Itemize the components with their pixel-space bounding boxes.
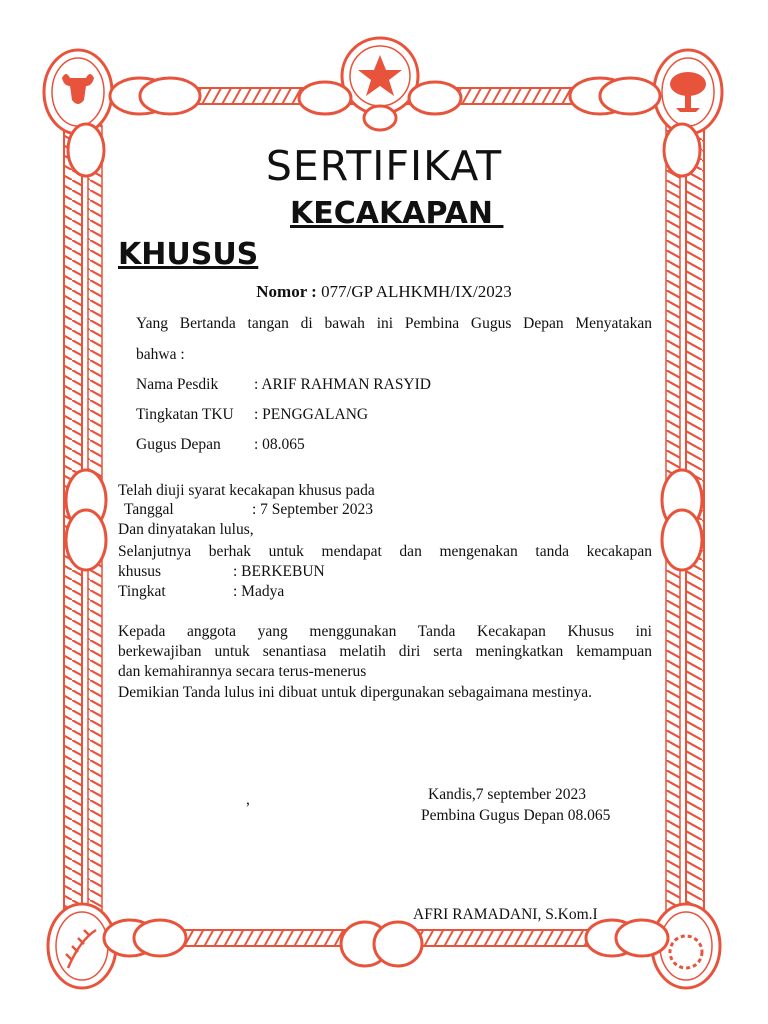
intro-line1: Yang Bertanda tangan di bawah ini Pembina Gugus Depan Menyatakan [136,315,652,332]
field-label-troop: Gugus Depan [136,436,221,453]
obligation-line3: dan kemahirannya secara terus-menerus [118,663,367,680]
stray-comma: , [246,791,250,808]
date-label: Tanggal [124,501,174,518]
obligation-line1: Kepada anggota yang menggunakan Tanda Kecakapan Khusus ini [118,623,652,640]
grade-label: Tingkat [118,583,166,600]
entitled-line: Selanjutnya berhak untuk mendapat dan mengenakan tanda kecakapan [118,543,652,560]
skill-label: khusus [118,563,162,580]
signer-title: Pembina Gugus Depan 08.065 [421,807,611,824]
obligation-line2: berkewajiban untuk senantiasa melatih diri serta meningkatkan kemampuan [118,643,652,660]
tested-line: Telah diuji syarat kecakapan khusus pada [118,482,375,499]
certificate-subtitle-line1: KECAKAPAN [290,196,504,231]
signer-name: AFRI RAMADANI, S.Kom.I [413,906,598,923]
place-date: Kandis,7 september 2023 [428,786,586,803]
rope-knot-bottom-left [104,920,186,956]
field-label-level: Tingkatan TKU [136,406,234,423]
rope-knot-bottom-center [341,922,422,966]
passed-line: Dan dinyatakan lulus, [118,521,254,538]
grade-value: : Madya [233,583,285,600]
skill-value: : BERKEBUN [233,563,325,580]
rope-knot-top-right [570,78,660,114]
certificate-subtitle-line2: KHUSUS [118,237,259,272]
field-value-level: : PENGGALANG [254,406,369,423]
certificate-number [0,282,768,302]
rope-knot-bottom-right [586,920,668,956]
star-emblem [342,38,418,130]
field-value-troop: : 08.065 [254,436,305,453]
field-label-name: Nama Pesdik [136,376,219,393]
rope-knot-top-left [110,78,200,114]
number-label: Nomor : [256,282,317,301]
field-value-name: : ARIF RAHMAN RASYID [254,376,431,393]
intro-line2: bahwa : [136,346,185,363]
rope-knot-right-middle [662,470,702,570]
number-value: 077/GP ALHKMH/IX/2023 [316,282,512,301]
date-value: : 7 September 2023 [252,501,373,518]
rope-knot-left-middle [66,470,106,570]
certificate-title: SERTIFIKAT [265,142,503,190]
closing-line: Demikian Tanda lulus ini dibuat untuk dipergunakan sebagaimana mestinya. [118,684,592,701]
